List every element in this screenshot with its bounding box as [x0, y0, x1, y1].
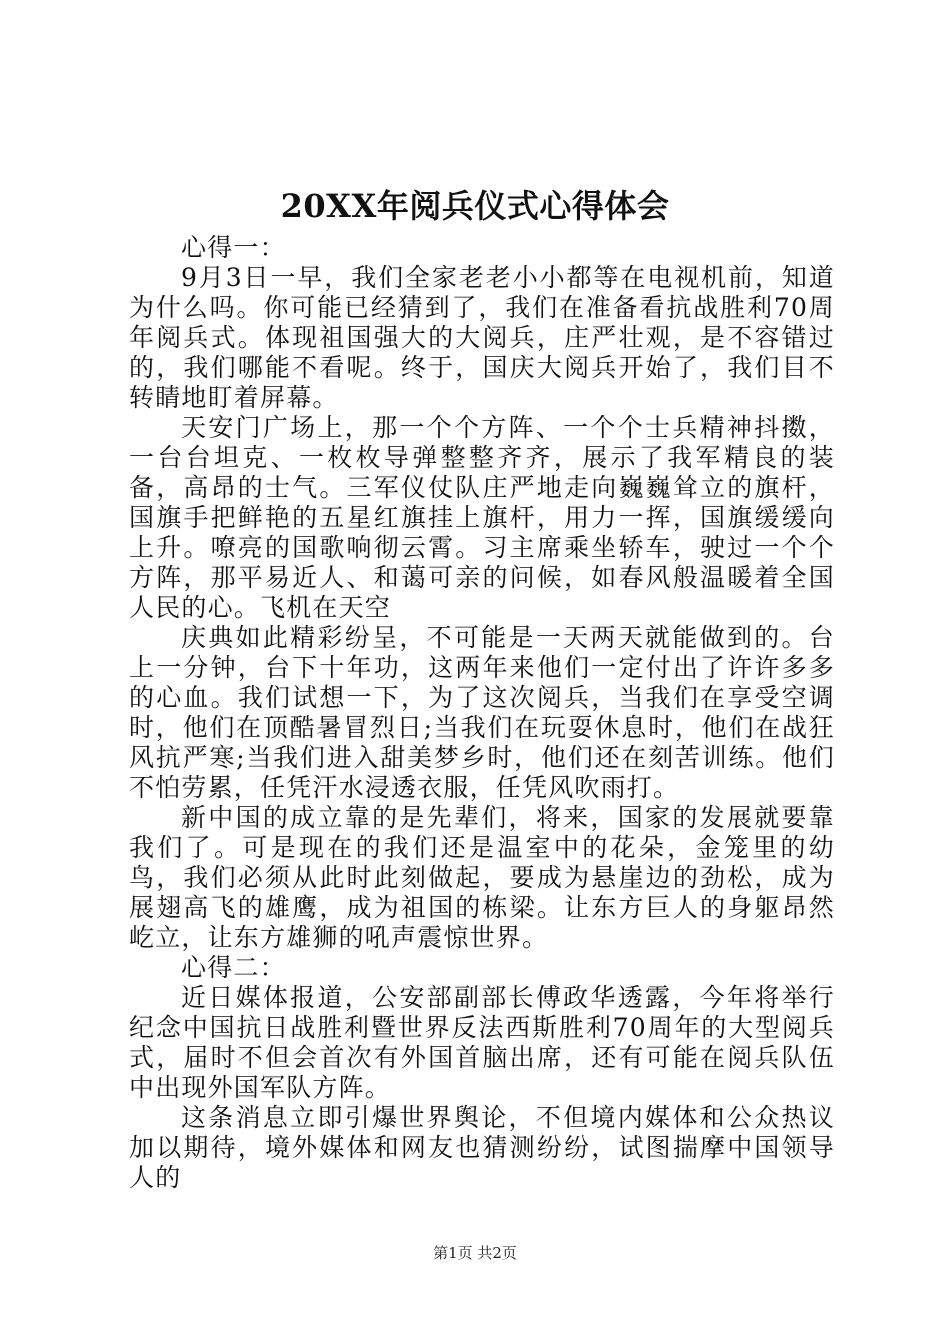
paragraph: 9月3日一早，我们全家老老小小都等在电视机前，知道为什么吗。你可能已经猜到了，我们在准备看抗战胜利70周年阅兵式。体现祖国强大的大阅兵，庄严壮观，是不容错过的，我们哪能不看呢。终于，国庆大阅兵开始了，我们目不转睛地盯着屏幕。 [129, 263, 835, 412]
document-title: 20XX年阅兵仪式心得体会 [280, 187, 670, 225]
paragraph: 新中国的成立靠的是先辈们，将来，国家的发展就要靠我们了。可是现在的我们还是温室中的花朵，金笼里的幼鸟，我们必须从此时此刻做起，要成为悬崖边的劲松，成为展翅高飞的雄鹰，成为祖国的栋梁。让东方巨人的身躯昂然屹立，让东方雄狮的吼声震惊世界。 [129, 803, 835, 952]
paragraph: 近日媒体报道，公安部副部长傅政华透露，今年将举行纪念中国抗日战胜利暨世界反法西斯胜利70周年的大型阅兵式，届时不但会首次有外国首脑出席，还有可能在阅兵队伍中出现外国军队方阵。 [129, 983, 835, 1102]
section-heading-2: 心得二： [181, 953, 286, 982]
section-heading-1: 心得一： [181, 233, 286, 262]
paragraph: 天安门广场上，那一个个方阵、一个个士兵精神抖擞，一台台坦克、一枚枚导弹整整齐齐，展示了我军精良的装备，高昂的士气。三军仪仗队庄严地走向巍巍耸立的旗杆，国旗手把鲜艳的五星红旗挂上旗杆，用力一挥，国旗缓缓向上升。嘹亮的国歌响彻云霄。习主席乘坐轿车，驶过一个个方阵，那平易近人、和蔼可亲的问候，如春风般温暖着全国人民的心。飞机在天空 [129, 413, 835, 622]
paragraph: 庆典如此精彩纷呈，不可能是一天两天就能做到的。台上一分钟，台下十年功，这两年来他们一定付出了许许多多的心血。我们试想一下，为了这次阅兵，当我们在享受空调时，他们在顶酷暑冒烈日;当我们在玩耍休息时，他们在战狂风抗严寒;当我们进入甜美梦乡时，他们还在刻苦训练。他们不怕劳累，任凭汗水浸透衣服，任凭风吹雨打。 [129, 623, 835, 802]
page-number-footer: 第1页 共2页 [433, 1244, 517, 1262]
document-body [129, 233, 835, 1193]
paragraph: 这条消息立即引爆世界舆论，不但境内媒体和公众热议加以期待，境外媒体和网友也猜测纷纷，试图揣摩中国领导人的 [129, 1103, 835, 1192]
